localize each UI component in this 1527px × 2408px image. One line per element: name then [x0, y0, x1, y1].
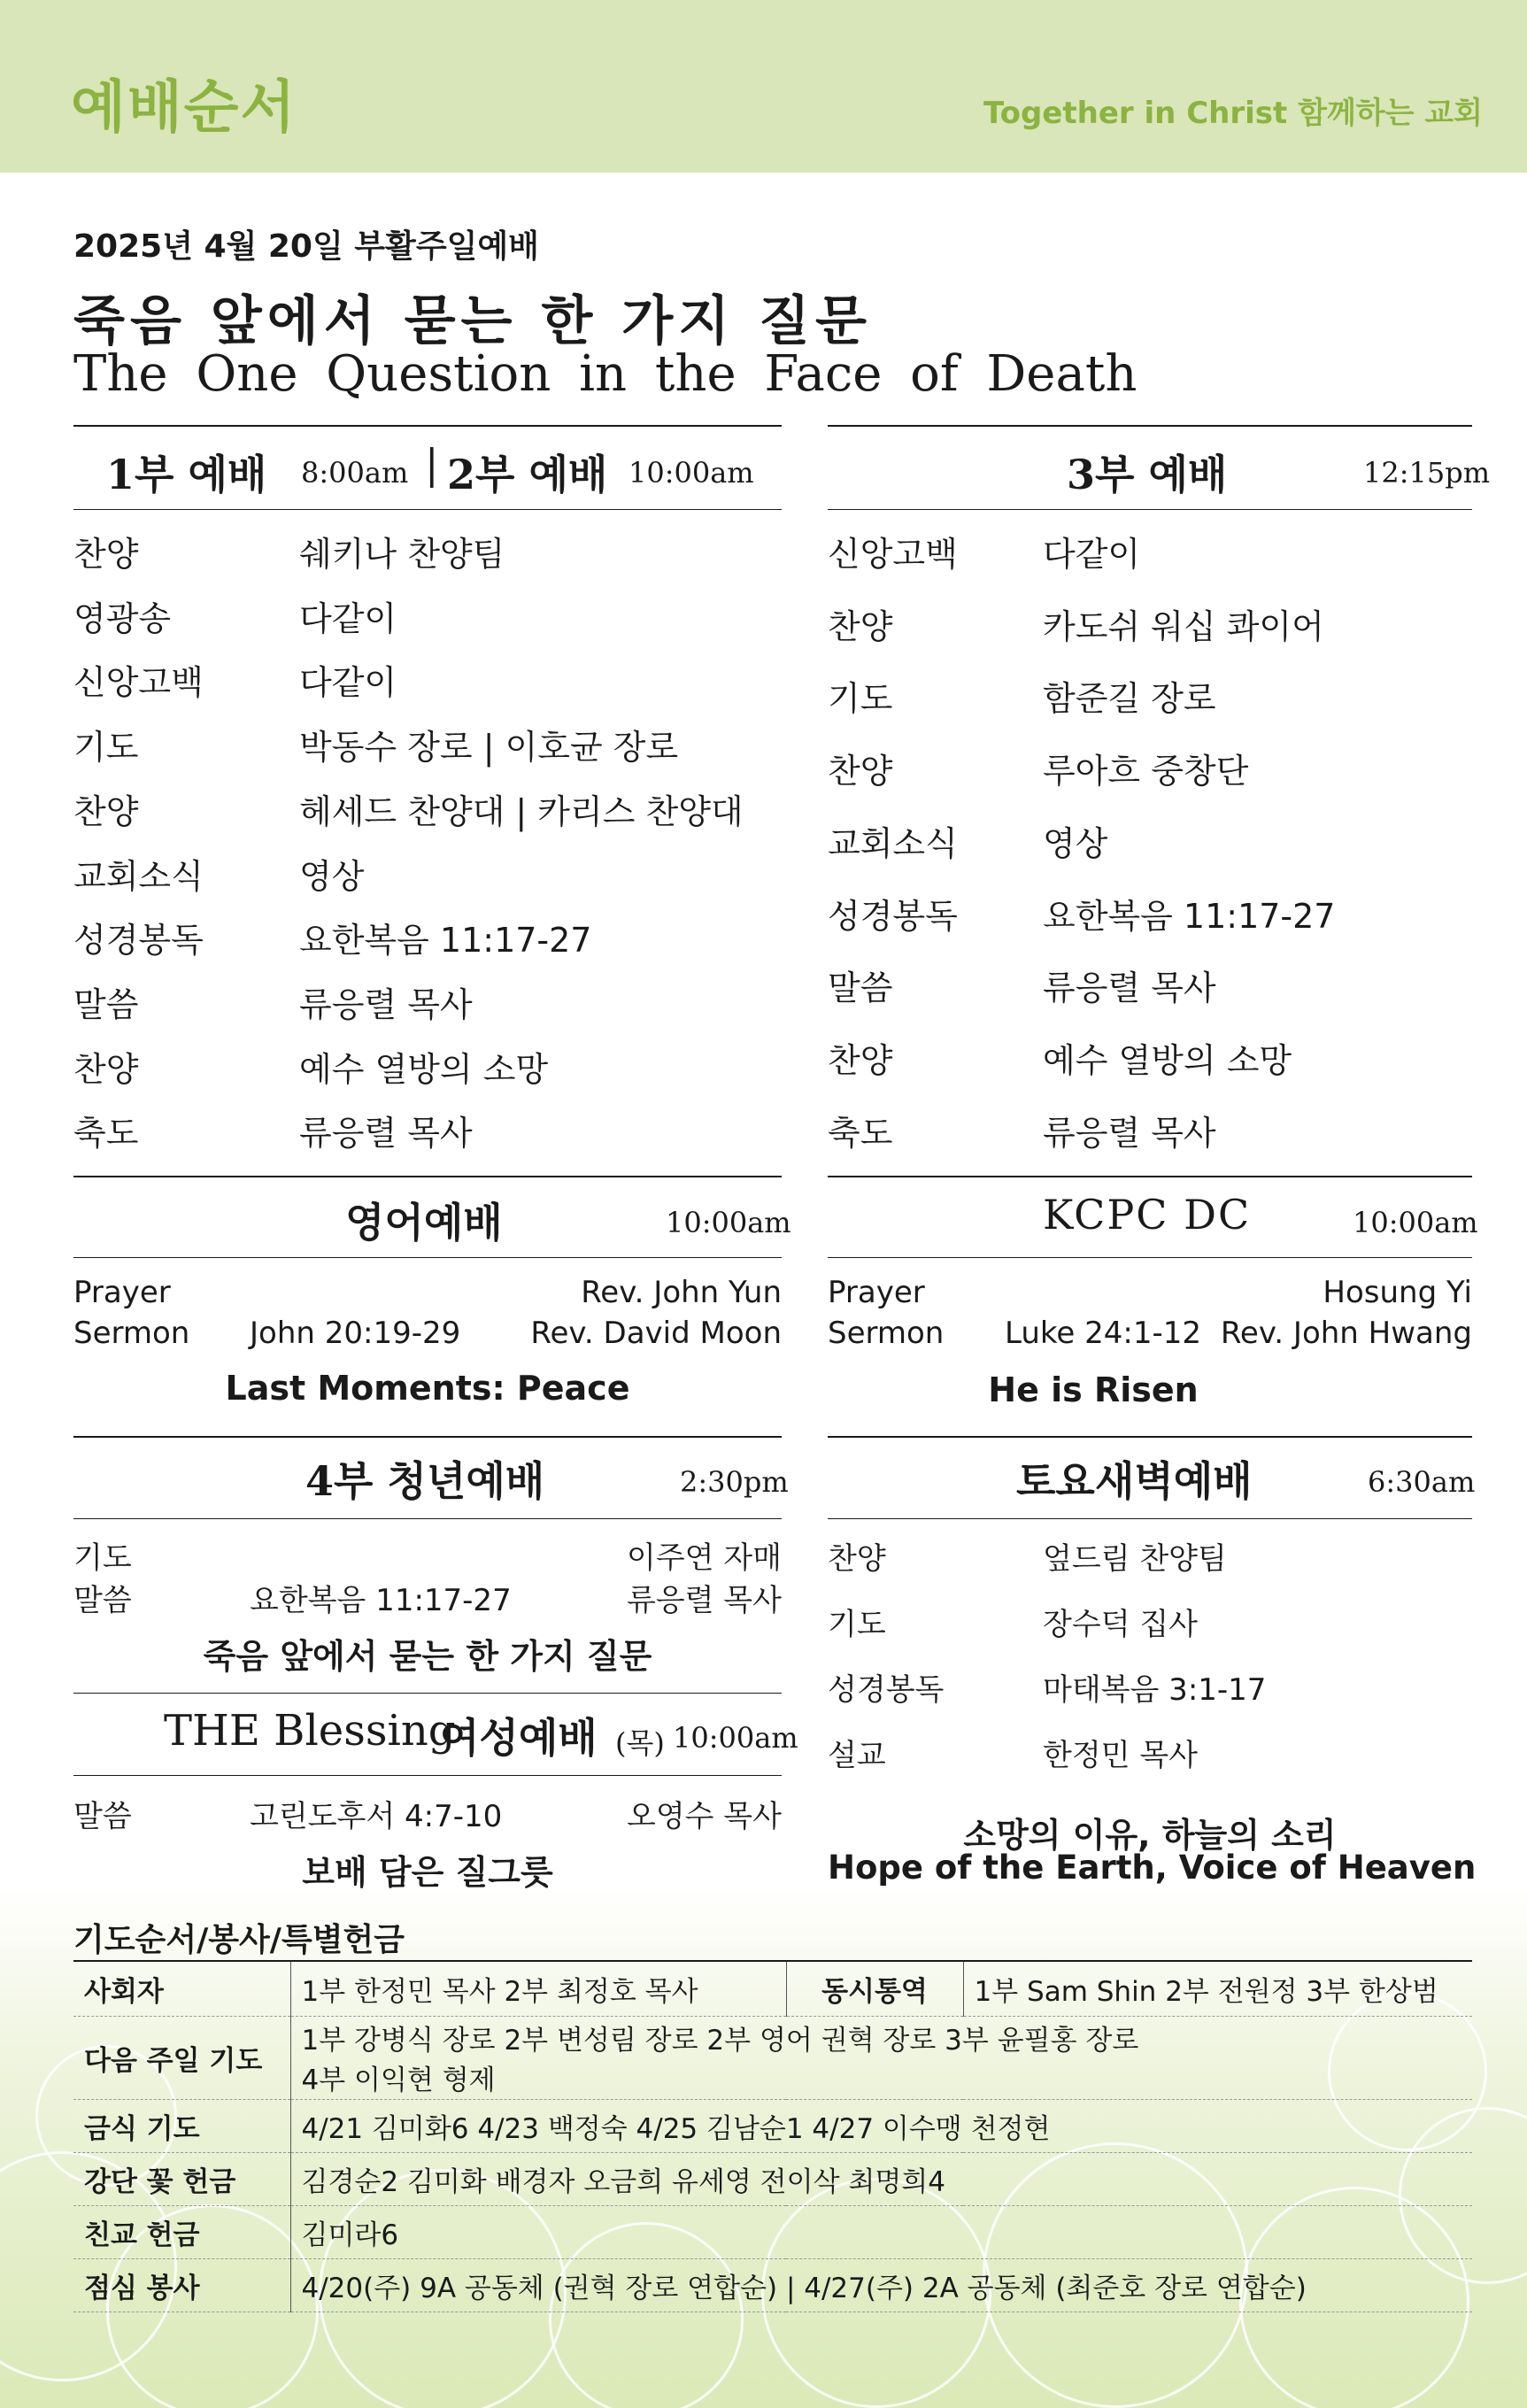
fasting-prayer-value: 4/21 김미화6 4/23 백정숙 4/25 김남순1 4/27 이수맹 천정현 [290, 2099, 1472, 2152]
order-value: 요한복음 11:17-27 [299, 921, 592, 961]
divider [73, 1257, 782, 1258]
order-label: 기도 [73, 728, 139, 768]
order-value: 다같이 [1043, 535, 1141, 574]
lunch-service-label: 점심 봉사 [73, 2258, 290, 2312]
order-label: 찬양 [73, 1049, 139, 1089]
interpretation-label: 동시통역 [786, 1961, 963, 2016]
order-label: 성경봉독 [828, 1672, 945, 1708]
table-row [73, 2258, 1472, 2312]
interpretation-value: 1부 Sam Shin 2부 전원정 3부 한상범 [963, 1961, 1472, 2016]
order-value: 류응렬 목사 [1043, 969, 1216, 1008]
table-row [73, 2152, 1472, 2205]
kcpc-prayer-person: Hosung Yi [1323, 1275, 1472, 1310]
youth-sermon-title: 죽음 앞에서 묻는 한 가지 질문 [203, 1637, 652, 1676]
kcpc-sermon-title: He is Risen [988, 1370, 1199, 1409]
order-label: 신앙고백 [73, 663, 204, 703]
order-value: 함준길 장로 [1043, 679, 1216, 719]
order-label: 찬양 [828, 1040, 893, 1080]
lunch-service-value: 4/20(주) 9A 공동체 (권혁 장로 연합순) | 4/27(주) 2A 공동체 (최준호 장로 연합순) [290, 2258, 1472, 2312]
order-value: 요한복음 11:17-27 [1043, 896, 1336, 936]
order-value: 카도쉬 워십 콰이어 [1043, 606, 1324, 646]
order-value: 헤세드 찬양대 | 카리스 찬양대 [299, 791, 744, 831]
fasting-prayer-label: 금식 기도 [73, 2099, 290, 2152]
order-label: 기도 [828, 1607, 886, 1642]
order-label: 말씀 [828, 969, 893, 1008]
order-label: 축도 [73, 1114, 139, 1154]
english-prayer-person: Rev. John Yun [581, 1275, 782, 1310]
service-3-time: 12:15pm [1363, 456, 1491, 490]
saturday-title-english: Hope of the Earth, Voice of Heaven [828, 1848, 1477, 1887]
order-label: 찬양 [828, 752, 893, 791]
youth-prayer-label: 기도 [73, 1540, 132, 1576]
order-value: 영상 [1043, 823, 1108, 863]
youth-sermon-label: 말씀 [73, 1583, 132, 1618]
women-service-heading-en: THE Blessing [164, 1706, 456, 1756]
english-sermon-title: Last Moments: Peace [225, 1369, 630, 1408]
divider [828, 509, 1472, 510]
sermon-title-korean: 죽음 앞에서 묻는 한 가지 질문 [73, 290, 872, 352]
saturday-service-heading: 토요새벽예배 [1016, 1457, 1253, 1505]
header-slogan: Together in Christ 함께하는 교회 [983, 96, 1483, 131]
next-prayer-label: 다음 주일 기도 [73, 2016, 290, 2099]
youth-sermon-person: 류응렬 목사 [626, 1583, 782, 1618]
service-1-heading: 1부 예배 [106, 451, 267, 498]
altar-flower-label: 강단 꽃 헌금 [73, 2152, 290, 2205]
order-value: 루아흐 중창단 [1043, 752, 1249, 791]
host-value: 1부 한정민 목사 2부 최정호 목사 [290, 1961, 786, 2016]
altar-flower-value: 김경순2 김미화 배경자 오금희 유세영 전이삭 최명희4 [290, 2152, 1472, 2205]
order-label: 찬양 [73, 791, 139, 831]
order-value: 류응렬 목사 [299, 1114, 473, 1154]
divider [828, 1436, 1472, 1438]
english-service-heading: 영어예배 [345, 1199, 503, 1246]
order-value: 쉐키나 찬양팀 [299, 535, 505, 574]
order-value: 영상 [299, 856, 365, 896]
service-3-heading: 3부 예배 [1067, 451, 1228, 498]
order-value: 장수덕 집사 [1043, 1607, 1199, 1642]
women-sermon-person: 오영수 목사 [626, 1799, 782, 1834]
kcpc-sermon-person: Rev. John Hwang [1220, 1316, 1472, 1351]
divider [73, 1518, 782, 1519]
order-label: 찬양 [73, 535, 139, 574]
next-prayer-value: 1부 강병식 장로 2부 변성림 장로 2부 영어 권혁 장로 3부 윤필홍 장로 4부 이익현 형제 [290, 2016, 1472, 2099]
order-label: 찬양 [828, 1541, 886, 1577]
divider [73, 425, 782, 427]
order-label: 신앙고백 [828, 535, 958, 574]
women-sermon-label: 말씀 [73, 1799, 132, 1834]
english-sermon-person: Rev. David Moon [530, 1316, 782, 1351]
table-row [73, 2099, 1472, 2152]
divider [828, 1257, 1472, 1258]
duties-title: 기도순서/봉사/특별헌금 [73, 1922, 405, 1958]
youth-service-time: 2:30pm [680, 1465, 789, 1499]
duties-table [73, 1960, 1472, 2312]
table-row [73, 1961, 1472, 2016]
order-label: 성경봉독 [828, 896, 958, 936]
order-value: 류응렬 목사 [1043, 1113, 1216, 1153]
order-label: 교회소식 [828, 823, 958, 863]
fellowship-offering-label: 친교 헌금 [73, 2205, 290, 2258]
order-value: 예수 열방의 소망 [1043, 1040, 1292, 1080]
order-label: 교회소식 [73, 856, 204, 896]
saturday-service-time: 6:30am [1368, 1465, 1476, 1499]
divider [73, 1693, 782, 1694]
youth-prayer-person: 이주연 자매 [626, 1540, 782, 1576]
divider [73, 1176, 782, 1177]
youth-service-heading: 4부 청년예배 [305, 1457, 545, 1505]
fellowship-offering-value: 김미라6 [290, 2205, 1472, 2258]
women-service-time: 10:00am [673, 1721, 798, 1755]
divider [73, 1775, 782, 1776]
kcpc-heading: KCPC DC [1043, 1191, 1252, 1239]
order-label: 말씀 [73, 984, 139, 1024]
order-value: 박동수 장로 | 이호균 장로 [299, 728, 679, 768]
english-sermon-label: Sermon [73, 1316, 190, 1351]
english-prayer-label: Prayer [73, 1275, 171, 1310]
order-label: 기도 [828, 679, 893, 719]
service-2-time: 10:00am [629, 456, 754, 490]
divider [828, 1518, 1472, 1519]
divider [828, 425, 1472, 427]
english-service-time: 10:00am [666, 1206, 791, 1239]
order-label: 축도 [828, 1113, 893, 1153]
sermon-title-english: The One Question in the Face of Death [73, 345, 1138, 403]
order-value: 마태복음 3:1-17 [1043, 1672, 1267, 1708]
english-sermon-passage: John 20:19-29 [250, 1316, 461, 1351]
divider [73, 509, 782, 510]
kcpc-prayer-label: Prayer [828, 1275, 925, 1310]
table-row [73, 2205, 1472, 2258]
order-value: 다같이 [299, 598, 397, 638]
kcpc-time: 10:00am [1353, 1206, 1478, 1239]
kcpc-sermon-label: Sermon [828, 1316, 945, 1351]
heading-separator: | [425, 440, 439, 488]
service-date: 2025년 4월 20일 부활주일예배 [73, 228, 539, 265]
order-value: 다같이 [299, 663, 397, 703]
divider [828, 1176, 1472, 1177]
service-1-time: 8:00am [301, 456, 409, 490]
order-label: 찬양 [828, 606, 893, 646]
order-value: 엎드림 찬양팀 [1043, 1541, 1227, 1577]
order-label: 영광송 [73, 598, 172, 638]
order-value: 한정민 목사 [1043, 1738, 1199, 1773]
table-row [73, 2016, 1472, 2099]
order-label: 성경봉독 [73, 921, 204, 961]
order-label: 설교 [828, 1738, 886, 1773]
women-sermon-passage: 고린도후서 4:7-10 [250, 1799, 503, 1834]
saturday-title-korean: 소망의 이유, 하늘의 소리 [963, 1816, 1337, 1855]
page-title: 예배순서 [71, 75, 297, 141]
order-value: 류응렬 목사 [299, 984, 473, 1024]
youth-sermon-passage: 요한복음 11:17-27 [250, 1583, 512, 1618]
women-service-day: (목) [615, 1726, 665, 1760]
service-2-heading: 2부 예배 [447, 451, 608, 498]
order-value: 예수 열방의 소망 [299, 1049, 549, 1089]
host-label: 사회자 [73, 1961, 290, 2016]
divider [73, 1436, 782, 1438]
women-service-heading: 여성예배 [440, 1714, 598, 1762]
women-sermon-title: 보배 담은 질그릇 [302, 1853, 553, 1892]
kcpc-sermon-passage: Luke 24:1-12 [1005, 1316, 1201, 1351]
